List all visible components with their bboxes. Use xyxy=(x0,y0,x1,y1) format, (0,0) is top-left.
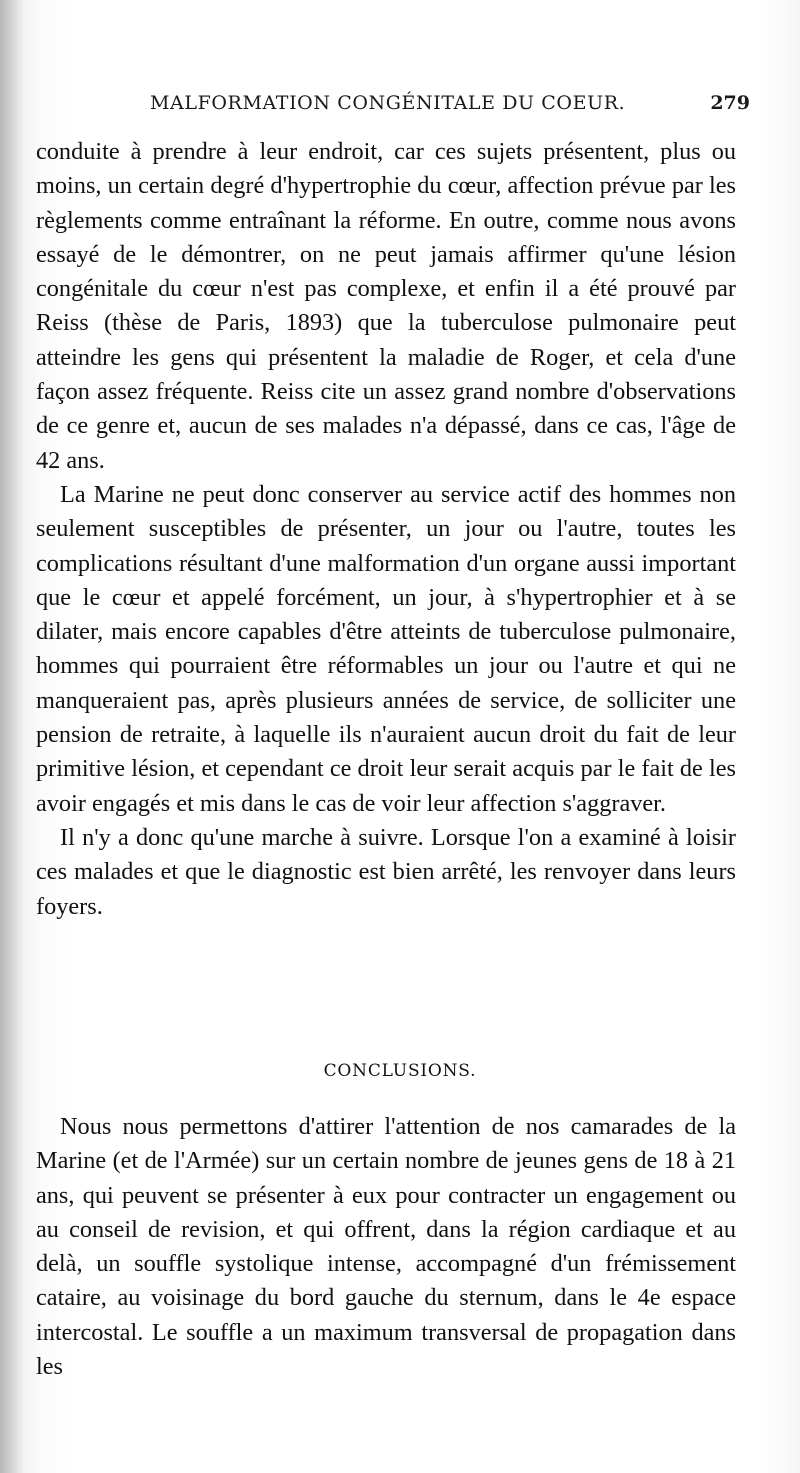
conclusions-text xyxy=(36,1110,736,1384)
paragraph-continuation: conduite à prendre à leur endroit, car ces sujets présentent, plus ou moins, un certain degré d'hypertrophie du cœur, affection prévue par les règlements comme entraînant la réforme. En outre, comme nous avons essayé de le démontrer, on ne peut jamais affirmer qu'une lésion congénitale du cœur n'est pas complexe, et enfin il a été prouvé par Reiss (thèse de Paris, 1893) que la tuberculose pulmonaire peut atteindre les gens qui présentent la maladie de Roger, et cela d'une façon assez fréquente. Reiss cite un assez grand nombre d'observations de ce genre et, aucun de ses malades n'a dépassé, dans ce cas, l'âge de 42 ans. xyxy=(36,138,736,474)
running-title: MALFORMATION CONGÉNITALE DU COEUR. xyxy=(150,92,626,114)
section-heading-conclusions: CONCLUSIONS. xyxy=(323,1061,477,1081)
page-edge-shadow xyxy=(0,0,24,1473)
main-text xyxy=(36,135,736,924)
page-number: 279 xyxy=(710,92,750,114)
running-header xyxy=(150,92,750,122)
paragraph-marine: La Marine ne peut donc conserver au service actif des hommes non seulement susceptibles de présenter, un jour ou l'autre, toutes les complications résultant d'une malformation d'un organe aussi important que le cœur et appelé forcément, un jour, à s'hypertrophier et à se dilater, mais encore capables d'être atteints de tuberculose pulmonaire, hommes qui pourraient être réformables un jour ou l'autre et qui ne manqueraient pas, après plusieurs années de service, de solliciter une pension de retraite, à laquelle ils n'auraient aucun droit du fait de leur primitive lésion, et cependant ce droit leur serait acquis par le fait de les avoir engagés et mis dans le cas de voir leur affection s'aggraver. xyxy=(36,480,736,817)
paragraph-conclusion-step: Il n'y a donc qu'une marche à suivre. Lorsque l'on a examiné à loisir ces malades et que le diagnostic est bien arrêté, les renvoyer dans leurs foyers. xyxy=(36,823,736,920)
paragraph-conclusions: Nous nous permettons d'attirer l'attention de nos camarades de la Marine (et de l'Armée) sur un certain nombre de jeunes gens de 18 à 21 ans, qui peuvent se présenter à eux pour contracter un engagement ou au conseil de revision, et qui offrent, dans la région cardiaque et au delà, un souffle systolique intense, accompagné d'un frémissement cataire, au voisinage du bord gauche du sternum, dans le 4e espace intercostal. Le souffle a un maximum transversal de propagation dans les xyxy=(36,1113,736,1381)
